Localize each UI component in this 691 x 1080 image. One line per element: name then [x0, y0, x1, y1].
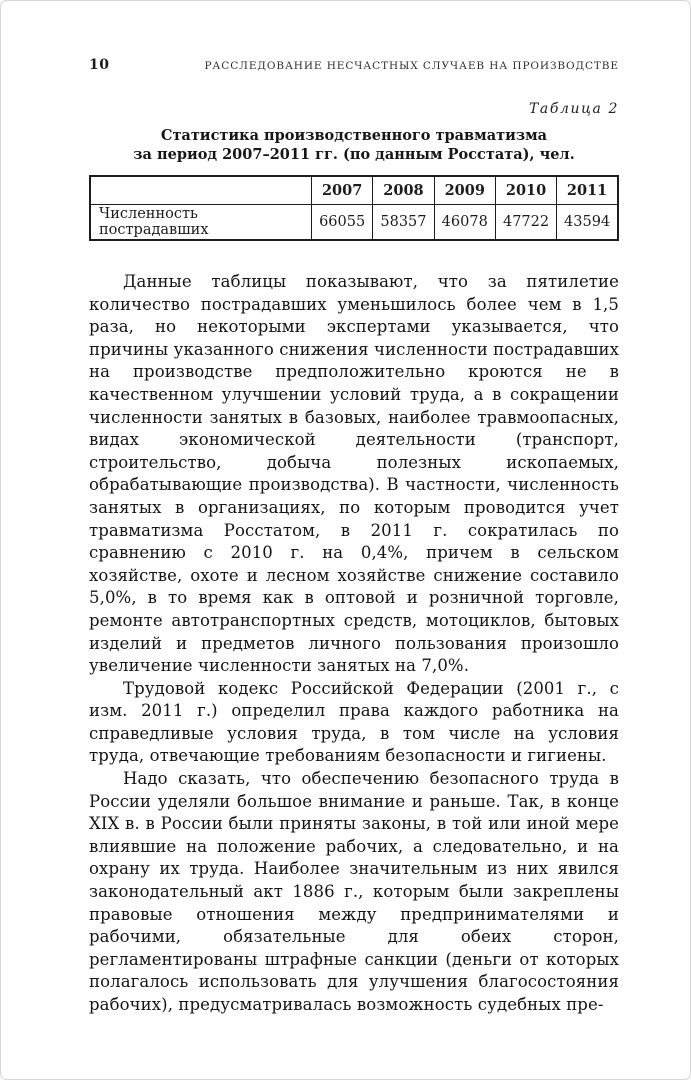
- row-label-cell: Численность пострадавших: [90, 205, 312, 241]
- year-header: 2007: [312, 176, 373, 205]
- table-caption: Таблица 2: [528, 101, 619, 117]
- value-cell: 47722: [495, 205, 556, 241]
- year-header: 2010: [495, 176, 556, 205]
- table-title-line1: Статистика производственного травматизма: [160, 127, 548, 144]
- page-number: 10: [89, 57, 110, 73]
- paragraph-3: Надо сказать, что обеспечению безопасного труда в России уделяли большое внимание и раньше. Так, в конце XIX в. в России были приняты законы, в той или иной мере влиявшие на положение рабочих, а следовательно, и на охрану их труда. Наиболее значительным из них явился законодательный акт 1886 г., которым были закреплены правовые отношения между предпринимателями и рабочими, обязательные для обеих сторон, регламентированы штрафные санкции (деньги от которых полагалось использовать для улучшения благосостояния рабочих), предусматривалась возможность судебных пре-: [89, 769, 619, 1014]
- running-header: [89, 57, 619, 73]
- statistics-table: [89, 175, 619, 241]
- year-header: 2011: [557, 176, 618, 205]
- table-row: [90, 205, 618, 241]
- paragraph-1: Данные таблицы показывают, что за пятилетие количество пострадавших уменьшилось более чем в 1,5 раза, но некоторыми экспертами указывается, что причины указанного снижения численности пострадавших на производстве предположительно кроются не в качественном улучшении условий труда, а в сокращении численности занятых в базовых, наиболее травмоопасных, видах экономической деятельности (транспорт, строительство, добыча полезных ископаемых, обрабатывающие производства). В частности, численность занятых в организациях, по которым проводится учет травматизма Росстатом, в 2011 г. сократилась по сравнению с 2010 г. на 0,4%, причем в сельском хозяйстве, охоте и лесном хозяйстве снижение составило 5,0%, в то время как в оптовой и розничной торговле, ремонте автотранспортных средств, мотоциклов, бытовых изделий и предметов личного пользования произошло увеличение численности занятых на 7,0%.: [89, 272, 619, 676]
- table-title-line2: за период 2007–2011 гг. (по данным Росстата), чел.: [133, 146, 575, 163]
- running-title: РАССЛЕДОВАНИЕ НЕСЧАСТНЫХ СЛУЧАЕВ НА ПРОИЗВОДСТВЕ: [204, 60, 619, 72]
- value-cell: 66055: [312, 205, 373, 241]
- body-text: [89, 271, 619, 1017]
- value-cell: 46078: [434, 205, 495, 241]
- table-title: [89, 126, 619, 164]
- value-cell: 43594: [557, 205, 618, 241]
- table-header-row: [90, 176, 618, 205]
- year-header: 2008: [373, 176, 434, 205]
- value-cell: 58357: [373, 205, 434, 241]
- header-empty-cell: [90, 176, 312, 205]
- paragraph-2: Трудовой кодекс Российской Федерации (2001 г., с изм. 2011 г.) определил права каждого работника на справедливые условия труда, в том числе на условия труда, отвечающие требованиям безопасности и гигиены.: [89, 678, 619, 766]
- year-header: 2009: [434, 176, 495, 205]
